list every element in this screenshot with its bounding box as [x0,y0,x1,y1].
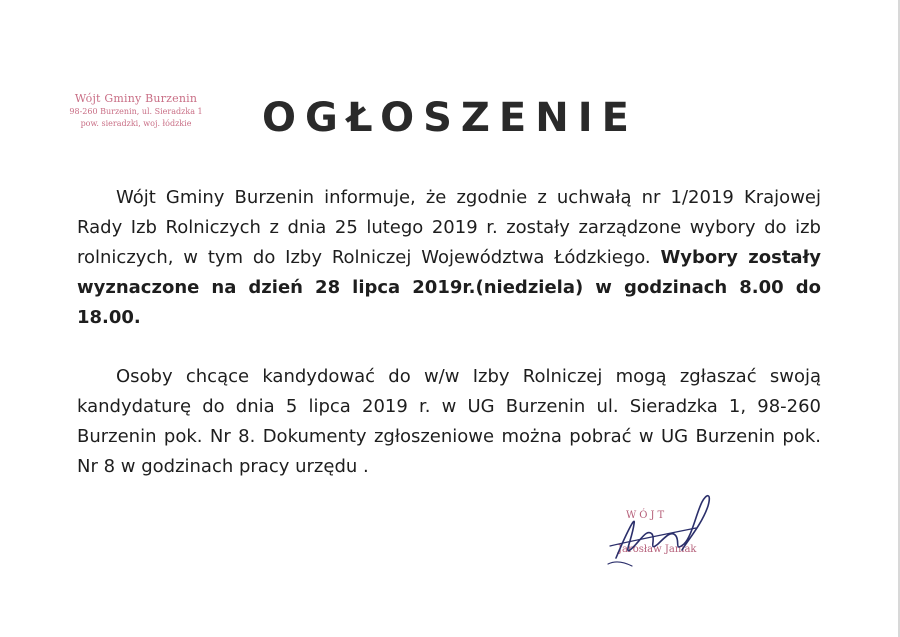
stamp-region: pow. sieradzki, woj. łódzkie [80,119,192,128]
document-title: OGŁOSZENIE [262,95,638,141]
signature-block [596,484,726,574]
handwritten-signature [596,484,726,574]
announcement-paragraph-1 [77,183,821,333]
paragraph-1-text: Wójt Gminy Burzenin informuje, że zgodnie z uchwałą nr 1/2019 Krajowej Rady Izb Rolniczych z dnia 25 lutego 2019 r. zostały zarządzone wybory do izb rolniczych, w tym do Izby Rolniczej Województwa Łódzkiego. [77,187,821,268]
signature-stamp-title: WÓJT [626,510,668,521]
stamp-address: 98-260 Burzenin, ul. Sieradzka 1 [69,107,203,116]
stamp-office-name: Wójt Gminy Burzenin [74,92,198,105]
announcement-paragraph-2: Osoby chcące kandydować do w/w Izby Rolniczej mogą zgłaszać swoją kandydaturę do dnia 5 lipca 2019 r. w UG Burzenin ul. Sieradzka 1, 98-260 Burzenin pok. Nr 8. Dokumenty zgłoszeniowe można pobrać w UG Burzenin pok. Nr 8 w godzinach pracy urzędu . [77,366,821,477]
signature-stamp-name: Jarosław Janiak [618,544,697,555]
election-date-text: Wybory zostały wyznaczone na dzień 28 lipca 2019r.(niedziela) w godzinach 8.00 do 18.00. [77,247,821,328]
office-stamp [66,91,206,130]
